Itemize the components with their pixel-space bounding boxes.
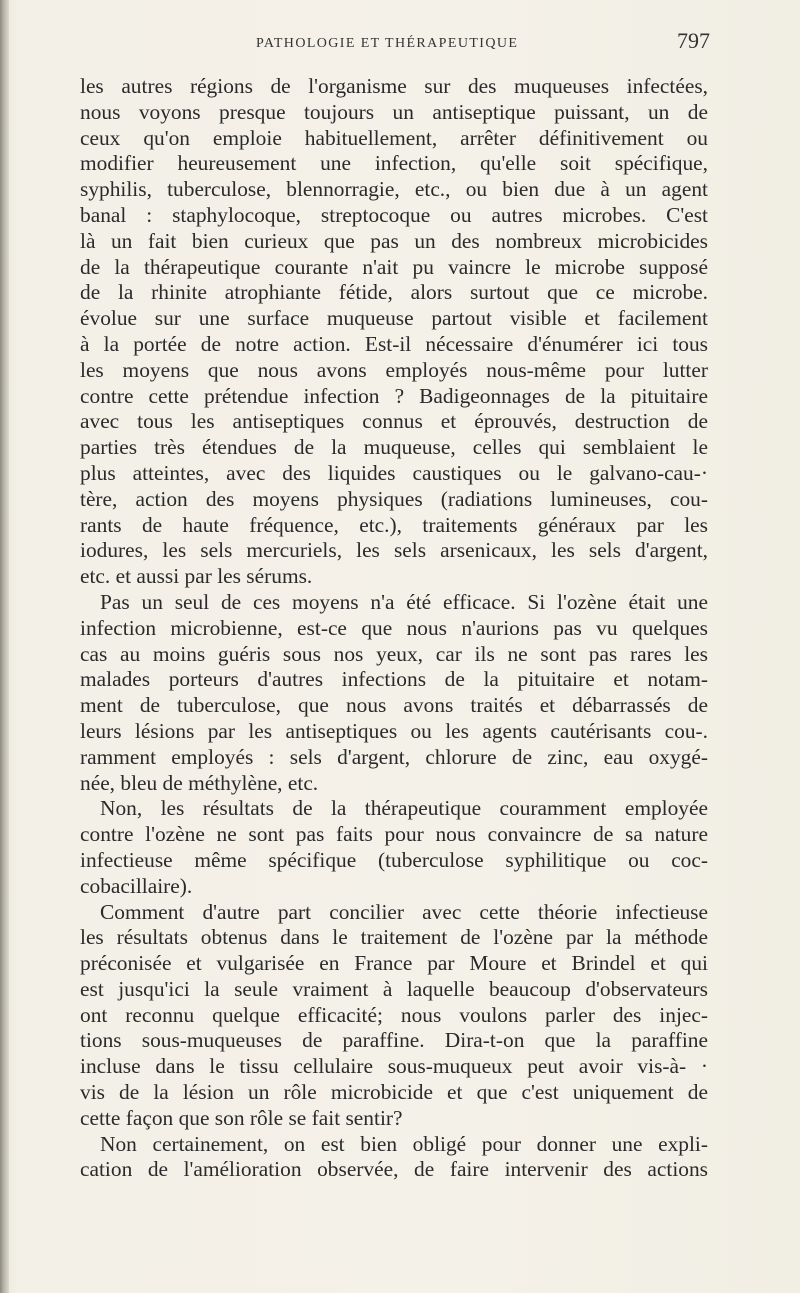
text-line: parties très étendues de la muqueuse, celles qui semblaient le <box>80 435 708 460</box>
text-line: etc. et aussi par les sérums. <box>80 564 313 589</box>
text-line: les moyens que nous avons employés nous-même pour lutter <box>80 357 708 382</box>
text-line: Non certainement, on est bien obligé pour donner une expli- <box>100 1131 708 1156</box>
text-line: ramment employés : sels d'argent, chlorure de zinc, eau oxygé- <box>80 744 708 769</box>
text-line: syphilis, tuberculose, blennorragie, etc., ou bien due à un agent <box>80 177 708 202</box>
page-header <box>82 26 710 56</box>
text-line: les résultats obtenus dans le traitement de l'ozène par la méthode <box>80 925 708 950</box>
text-line: à la portée de notre action. Est-il nécessaire d'énumérer ici tous <box>80 331 708 356</box>
page-number: 797 <box>677 28 710 53</box>
text-line: née, bleu de méthylène, etc. <box>80 770 319 795</box>
text-line: ment de tuberculose, que nous avons traités et débarrassés de <box>80 693 708 718</box>
text-line: tère, action des moyens physiques (radiations lumineuses, cou- <box>80 486 708 511</box>
running-title: PATHOLOGIE ET THÉRAPEUTIQUE <box>256 36 519 51</box>
text-line: iodures, les sels mercuriels, les sels arsenicaux, les sels d'argent, <box>80 538 708 563</box>
text-line: cette façon que son rôle se fait sentir? <box>80 1105 403 1130</box>
text-line: infection microbienne, est-ce que nous n'aurions pas vu quelques <box>80 615 708 640</box>
text-line: de la rhinite atrophiante fétide, alors surtout que ce microbe. <box>80 280 708 305</box>
text-line: contre cette prétendue infection ? Badigeonnages de la pituitaire <box>80 383 708 408</box>
text-line: infectieuse même spécifique (tuberculose syphilitique ou coc- <box>80 847 708 872</box>
text-line: malades porteurs d'autres infections de la pituitaire et notam- <box>80 667 708 692</box>
text-line: plus atteintes, avec des liquides caustiques ou le galvano-cau-· <box>80 460 708 485</box>
text-line: là un fait bien curieux que pas un des nombreux microbicides <box>80 228 708 253</box>
text-line: banal : staphylocoque, streptocoque ou autres microbes. C'est <box>80 202 708 227</box>
text-line: cobacillaire). <box>80 873 193 898</box>
text-line: tions sous-muqueuses de paraffine. Dira-t-on que la paraffine <box>80 1028 708 1053</box>
text-line: leurs lésions par les antiseptiques ou les agents cautérisants cou-. <box>80 718 708 743</box>
text-line: les autres régions de l'organisme sur des muqueuses infectées, <box>80 74 708 98</box>
text-line: Non, les résultats de la thérapeutique couramment employée <box>100 796 708 821</box>
text-line: évolue sur une surface muqueuse partout visible et facilement <box>80 306 708 331</box>
text-line: rants de haute fréquence, etc.), traitements généraux par les <box>80 512 708 537</box>
text-line: nous voyons presque toujours un antiseptique puissant, un de <box>80 99 708 124</box>
text-line: avec tous les antiseptiques connus et éprouvés, destruction de <box>80 409 708 434</box>
text-line: Pas un seul de ces moyens n'a été efficace. Si l'ozène était une <box>100 589 708 614</box>
text-line: contre l'ozène ne sont pas faits pour nous convaincre de sa nature <box>80 822 708 847</box>
text-line: est jusqu'ici la seule vraiment à laquelle beaucoup d'observateurs <box>80 976 708 1001</box>
text-line: cas au moins guéris sous nos yeux, car ils ne sont pas rares les <box>80 641 708 666</box>
text-line: ceux qu'on emploie habituellement, arrêter définitivement ou <box>80 125 708 150</box>
text-line: préconisée et vulgarisée en France par Moure et Brindel et qui <box>80 951 708 976</box>
text-line: de la thérapeutique courante n'ait pu vaincre le microbe supposé <box>80 254 708 279</box>
body-text <box>80 74 708 1183</box>
text-line: modifier heureusement une infection, qu'elle soit spécifique, <box>80 151 708 176</box>
text-line: vis de la lésion un rôle microbicide et que c'est uniquement de <box>80 1080 708 1105</box>
text-line: cation de l'amélioration observée, de faire intervenir des actions <box>80 1157 708 1182</box>
text-line: incluse dans le tissu cellulaire sous-muqueux peut avoir vis-à- · <box>80 1054 708 1079</box>
page-binding-edge <box>0 0 9 1293</box>
text-line: ont reconnu quelque efficacité; nous voulons parler des injec- <box>80 1002 708 1027</box>
text-line: Comment d'autre part concilier avec cette théorie infectieuse <box>100 899 708 924</box>
